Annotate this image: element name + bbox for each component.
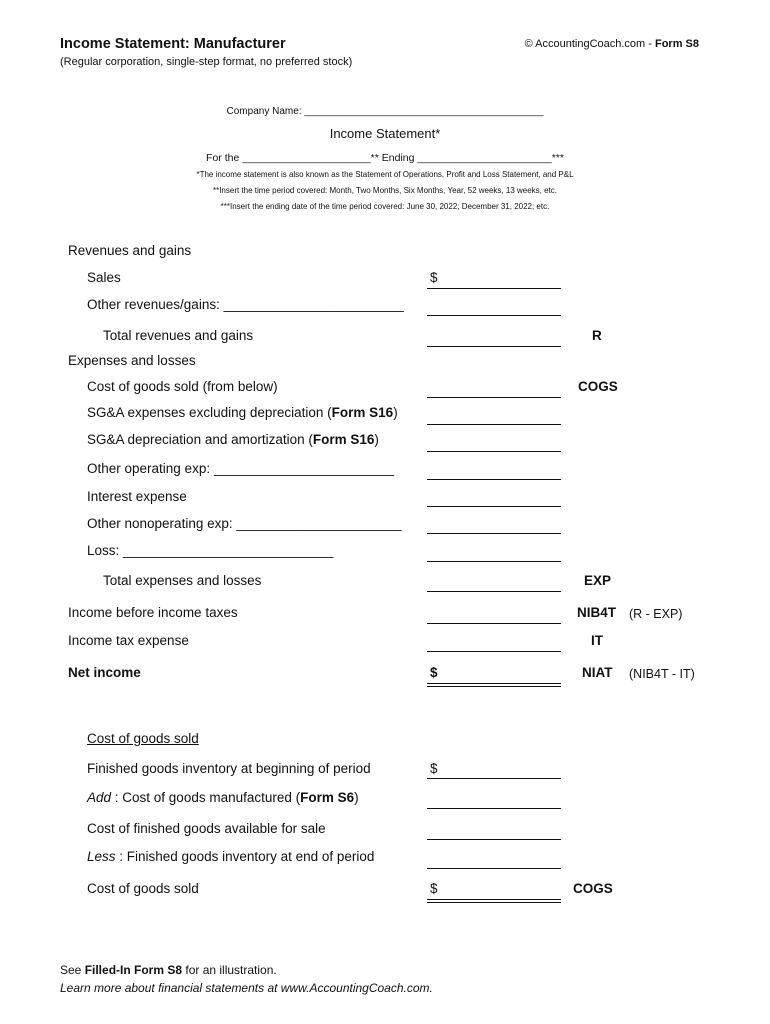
footer-learn-more: Learn more about financial statements at www.AccountingCoach.com.	[60, 981, 433, 995]
goods-available-label: Cost of finished goods available for sale	[87, 821, 326, 836]
ending-inventory-label	[87, 849, 374, 864]
income-before-tax-label: Income before income taxes	[68, 605, 238, 620]
interest-amount-line[interactable]	[427, 506, 561, 507]
beginning-inventory-label: Finished goods inventory at beginning of period	[87, 761, 371, 776]
income-tax-label: Income tax expense	[68, 633, 189, 648]
footer-see-note	[60, 963, 277, 977]
page-title: Income Statement: Manufacturer	[60, 36, 286, 52]
formula-nib4t: (R - EXP)	[629, 607, 683, 621]
beginning-inventory-amount-line[interactable]	[427, 778, 561, 779]
copyright-text: © AccountingCoach.com -	[524, 38, 655, 50]
sga-depr-amount-line[interactable]	[427, 451, 561, 452]
net-income-label: Net income	[68, 665, 141, 680]
total-revenues-label: Total revenues and gains	[103, 328, 254, 343]
cogs-total-label: Cost of goods sold	[87, 881, 199, 896]
code-r: R	[592, 328, 602, 343]
total-revenues-amount-line[interactable]	[427, 346, 561, 347]
cogs-amount-line[interactable]	[427, 397, 561, 398]
page-subtitle: (Regular corporation, single-step format, no preferred stock)	[60, 56, 353, 68]
cogs-label: Cost of goods sold (from below)	[87, 379, 278, 394]
cogm-amount-line[interactable]	[427, 808, 561, 809]
other-revenues-label: Other revenues/gains: ________________________	[87, 297, 404, 312]
note-2: **Insert the time period covered: Month, Two Months, Six Months, Year, 52 weeks, 13 weeks, etc.	[212, 186, 558, 195]
revenues-heading: Revenues and gains	[68, 243, 192, 258]
code-cogs: COGS	[578, 379, 618, 394]
income-before-tax-amount-line[interactable]	[427, 623, 561, 624]
sales-label: Sales	[87, 270, 121, 285]
total-expenses-amount-line[interactable]	[427, 591, 561, 592]
code-exp: EXP	[584, 573, 612, 588]
income-tax-amount-line[interactable]	[427, 651, 561, 652]
ending-inventory-text: : Finished goods inventory at end of period	[115, 849, 375, 864]
period-line: For the ______________________** Ending _______________________***	[206, 152, 564, 164]
sga-depr-label	[87, 432, 379, 447]
net-income-dollar-sign: $	[430, 665, 438, 680]
footer-see-prefix: See	[60, 963, 85, 977]
code-nib4t: NIB4T	[577, 605, 617, 620]
form-s6-ref: Form S6	[300, 790, 355, 805]
footer-see-suffix: for an illustration.	[182, 963, 277, 977]
sales-dollar-sign: $	[430, 270, 438, 285]
code-cogs-total: COGS	[573, 881, 613, 896]
form-s16-ref: Form S16	[331, 405, 394, 420]
copyright-notice	[525, 38, 699, 50]
note-3: ***Insert the ending date of the time period covered: June 30, 2022; December 31, 2022; etc.	[220, 202, 550, 211]
loss-label: Loss: ____________________________	[87, 543, 334, 558]
beginning-inventory-dollar-sign: $	[430, 761, 438, 776]
other-revenues-amount-line[interactable]	[427, 315, 561, 316]
close-paren: )	[354, 790, 359, 805]
other-operating-label: Other operating exp: ________________________	[87, 461, 395, 476]
net-income-amount-line[interactable]	[427, 683, 561, 687]
cogm-label	[87, 790, 359, 805]
code-it: IT	[591, 633, 603, 648]
company-name-line: Company Name: ___________________________________________	[226, 106, 544, 117]
note-1: *The income statement is also known as the Statement of Operations, Profit and Loss Statement, and P&L	[196, 170, 574, 179]
less-word: Less	[87, 849, 116, 864]
goods-available-amount-line[interactable]	[427, 839, 561, 840]
total-expenses-label: Total expenses and losses	[103, 573, 262, 588]
sga-excl-amount-line[interactable]	[427, 424, 561, 425]
ending-inventory-amount-line[interactable]	[427, 868, 561, 869]
code-niat: NIAT	[582, 665, 613, 680]
other-nonoperating-label: Other nonoperating exp: ______________________	[87, 516, 402, 531]
sales-amount-line[interactable]	[427, 288, 561, 289]
close-paren: )	[374, 432, 379, 447]
sga-depr-text: SG&A depreciation and amortization (	[87, 432, 313, 447]
cogs-total-dollar-sign: $	[430, 881, 438, 896]
other-nonoperating-amount-line[interactable]	[427, 533, 561, 534]
filled-in-form-link[interactable]: Filled-In Form S8	[84, 963, 183, 977]
statement-title: Income Statement*	[329, 126, 441, 141]
form-label: Form S8	[654, 38, 699, 50]
expenses-heading: Expenses and losses	[68, 353, 196, 368]
cogm-text: : Cost of goods manufactured (	[111, 790, 301, 805]
formula-niat: (NIB4T - IT)	[629, 667, 695, 681]
other-operating-amount-line[interactable]	[427, 479, 561, 480]
loss-amount-line[interactable]	[427, 561, 561, 562]
sga-excl-label	[87, 405, 398, 420]
form-s16-ref: Form S16	[312, 432, 375, 447]
sga-excl-text: SG&A expenses excluding depreciation (	[87, 405, 332, 420]
cogs-total-amount-line[interactable]	[427, 899, 561, 903]
add-word: Add	[87, 790, 112, 805]
cogs-schedule-heading: Cost of goods sold	[87, 731, 199, 746]
close-paren: )	[393, 405, 398, 420]
interest-label: Interest expense	[87, 489, 187, 504]
